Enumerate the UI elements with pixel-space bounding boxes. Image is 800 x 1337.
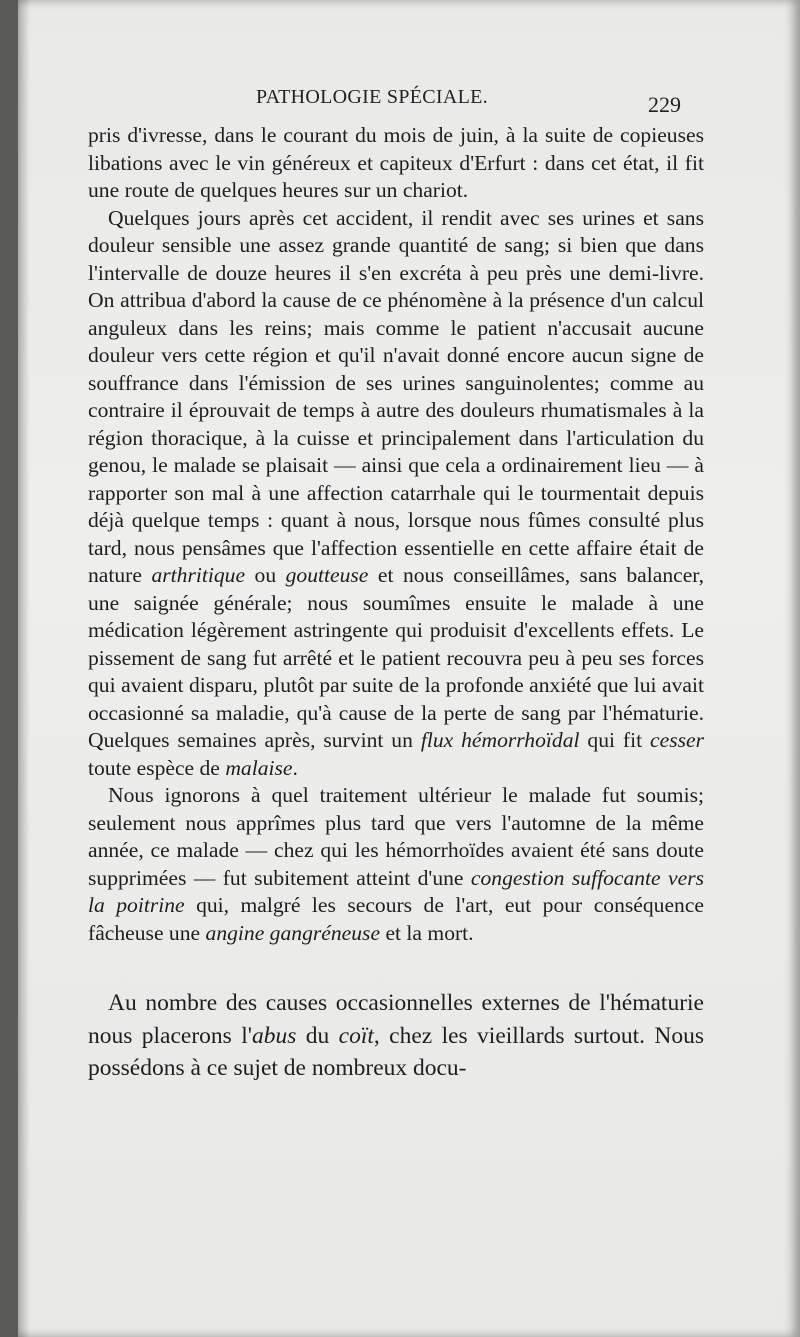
gutter-shadow (18, 0, 30, 1337)
book-page (18, 0, 800, 1337)
paragraph-3: Nous ignorons à quel traitement ultérieur le malade fut soumis; seulement nous apprîmes plus tard que vers l'automne de la même année, ce malade — chez qui les hémorrhoïdes avaient été sans doute supprimées — fut subitement atteint d'une congestion suffocante vers la poitrine qui, malgré les secours de l'art, eut pour conséquence fâcheuse une angine gangréneuse et la mort. (88, 783, 705, 945)
running-head: PATHOLOGIE SPÉCIALE. (256, 86, 488, 108)
page-number: 229 (648, 92, 681, 117)
page-header (18, 86, 800, 122)
body-text (88, 122, 704, 1085)
paragraph-4: Au nombre des causes occasionnelles externes de l'hématurie nous placerons l'abus du coït, chez les vieillards surtout. Nous possédons à ce sujet de nombreux docu- (88, 990, 705, 1081)
paragraph-2: Quelques jours après cet accident, il rendit avec ses urines et sans douleur sensible une assez grande quantité de sang; si bien que dans l'intervalle de douze heures il s'en excréta à peu près une demi-livre. On attribua d'abord la cause de ce phénomène à la présence d'un calcul anguleux dans les reins; mais comme le patient n'accusait aucune douleur vers cette région et qu'il n'avait donné encore aucun signe de souffrance dans l'émission de ses urines sanguinolentes; comme au contraire il éprouvait de temps à autre des douleurs rhumatismales à la région thoracique, à la cuisse et principalement dans l'articulation du genou, le malade se plaisait — ainsi que cela a ordinairement lieu — à rapporter son mal à une affection catarrhale qui le tourmentait depuis déjà quelque temps : quant à nous, lorsque nous fûmes consulté plus tard, nous pensâmes que l'affection essentielle en cette affaire était de nature arthritique ou goutteuse et nous conseillâmes, sans balancer, une saignée générale; nous soumîmes ensuite le malade à une médication légèrement astringente qui produisit d'excellents effets. Le pissement de sang fut arrêté et le patient recouvra peu à peu ses forces qui avaient disparu, plutôt par suite de la profonde anxiété que lui avait occasionné sa maladie, qu'à cause de la perte de sang par l'hématurie. Quelques semaines après, survint un flux hémorrhoïdal qui fit cesser toute espèce de malaise. (88, 205, 705, 780)
paragraph-1: pris d'ivresse, dans le courant du mois de juin, à la suite de copieuses libations avec le vin généreux et capiteux d'Erfurt : dans cet état, il fit une route de quelques heures sur un chariot. (88, 123, 704, 202)
section-break (88, 947, 704, 987)
